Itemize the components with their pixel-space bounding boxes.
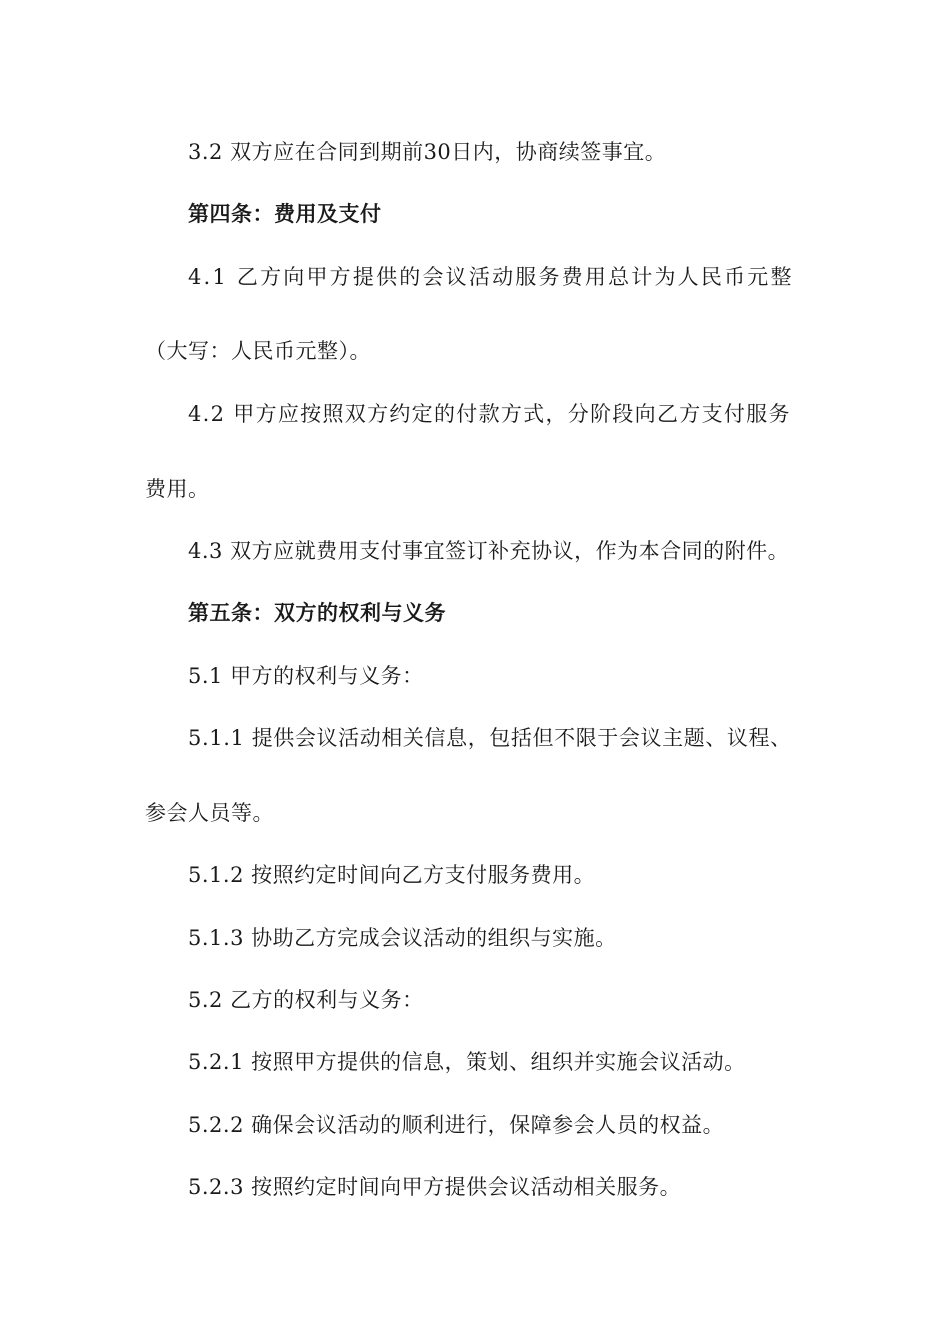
clause-5-2-2: 5.2.2 确保会议活动的顺利进行，保障参会人员的权益。 (188, 1113, 725, 1137)
clause-5-1-2: 5.1.2 按照约定时间向乙方支付服务费用。 (188, 863, 596, 887)
clause-5-2: 5.2 乙方的权利与义务： (188, 988, 424, 1012)
clause-4-2-continued: 费用。 (145, 477, 210, 501)
clause-5-1-1-continued: 参会人员等。 (145, 801, 274, 825)
clause-4-1: 4.1 乙方向甲方提供的会议活动服务费用总计为人民币元整 (188, 265, 794, 289)
clause-4-2: 4.2 甲方应按照双方约定的付款方式，分阶段向乙方支付服务 (188, 402, 791, 426)
clause-5-1-1: 5.1.1 提供会议活动相关信息，包括但不限于会议主题、议程、 (188, 726, 792, 750)
clause-5-1: 5.1 甲方的权利与义务： (188, 664, 424, 688)
article-4-heading: 第四条：费用及支付 (188, 201, 382, 226)
clause-5-2-3: 5.2.3 按照约定时间向甲方提供会议活动相关服务。 (188, 1175, 682, 1199)
clause-5-1-3: 5.1.3 协助乙方完成会议活动的组织与实施。 (188, 926, 617, 950)
clause-4-1-continued: （大写：人民币元整）。 (145, 339, 371, 363)
clause-4-3: 4.3 双方应就费用支付事宜签订补充协议，作为本合同的附件。 (188, 539, 790, 563)
clause-5-2-1: 5.2.1 按照甲方提供的信息，策划、组织并实施会议活动。 (188, 1050, 746, 1074)
clause-3-2: 3.2 双方应在合同到期前30日内，协商续签事宜。 (188, 140, 667, 164)
article-5-heading: 第五条：双方的权利与义务 (188, 600, 446, 625)
